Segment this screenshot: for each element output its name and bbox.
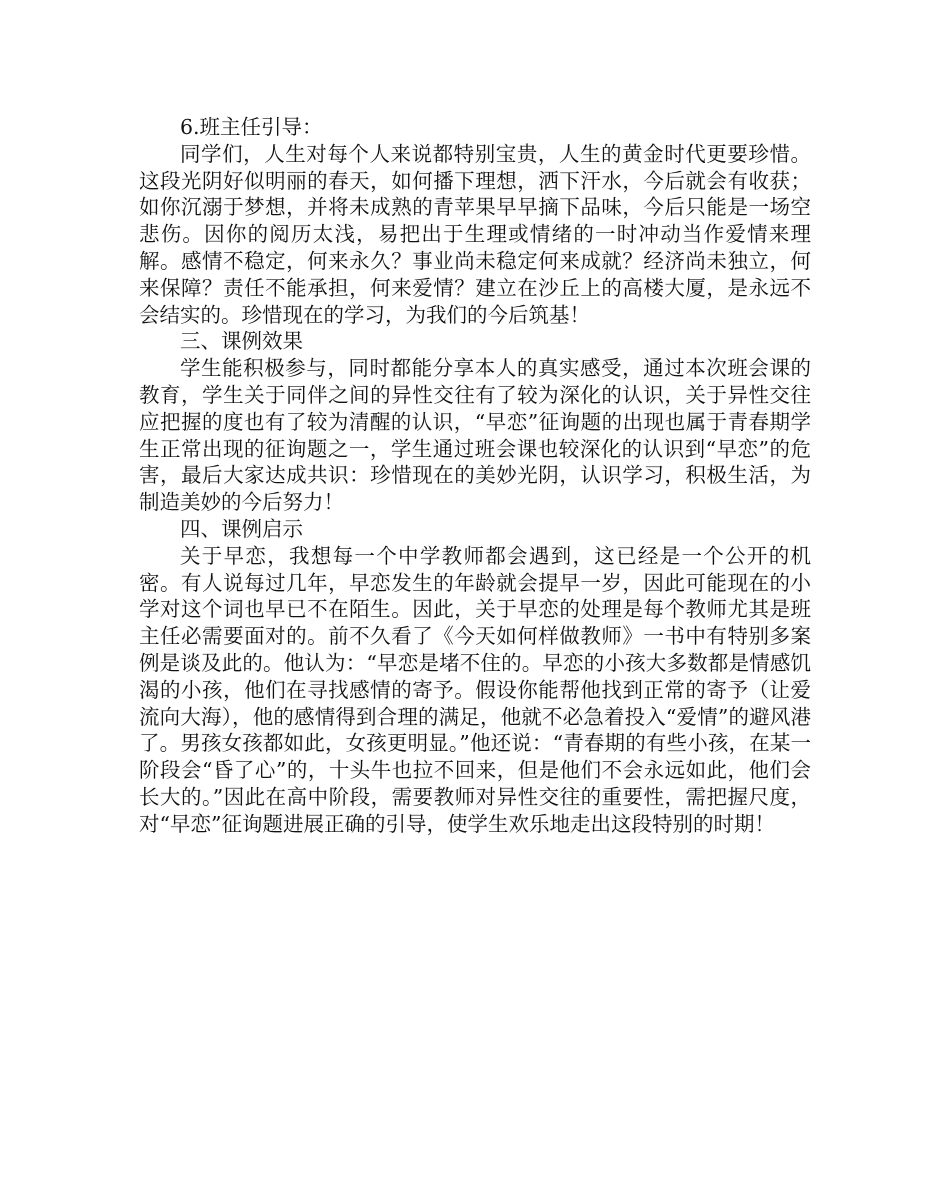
- section-6-heading: 6.班主任引导：: [180, 115, 323, 139]
- section-6-paragraph: 同学们，人生对每个人来说都特别宝贵，人生的黄金时代更要珍惜。这段光阴好似明丽的春天，如何播下理想，洒下汗水，今后就会有收获；如你沉溺于梦想，并将未成熟的青苹果早早摘下品味，今后只能是一场空悲伤。因你的阅历太浅，易把出于生理或情绪的一时冲动当作爱情来理解。感情不稳定，何来永久？事业尚未稳定何来成就？经济尚未独立，何来保障？责任不能承担，何来爱情？建立在沙丘上的高楼大厦，是永远不会结实的。珍惜现在的学习，为我们的今后筑基！: [139, 141, 811, 327]
- section-3-paragraph: 学生能积极参与，同时都能分享本人的真实感受，通过本次班会课的教育，学生关于同伴之间的异性交往有了较为深化的认识，关于异性交往应把握的度也有了较为清醒的认识，“早恋”征询题的出现也属于青春期学生正常出现的征询题之一，学生通过班会课也较深化的认识到“早恋”的危害，最后大家达成共识：珍惜现在的美妙光阴，认识学习，积极生活，为制造美妙的今后努力！: [139, 356, 811, 515]
- section-4-heading: 四、课例启示: [180, 516, 303, 541]
- section-4-paragraph: 关于早恋，我想每一个中学教师都会遇到，这已经是一个公开的机密。有人说每过几年，早恋发生的年龄就会提早一岁，因此可能现在的小学对这个词也早已不在陌生。因此，关于早恋的处理是每个教师尤其是班主任必需要面对的。前不久看了《今天如何样做教师》一书中有特别多案例是谈及此的。他认为：“早恋是堵不住的。早恋的小孩大多数都是情感饥渴的小孩，他们在寻找感情的寄予。假设你能帮他找到正常的寄予（让爱流向大海），他的感情得到合理的满足，他就不必急着投入“爱情”的避风港了。男孩女孩都如此，女孩更明显。”他还说：“青春期的有些小孩，在某一阶段会“昏了心”的，十头牛也拉不回来，但是他们不会永远如此，他们会长大的。”因此在高中阶段，需要教师对异性交往的重要性，需把握尺度，对“早恋”征询题进展正确的引导，使学生欢乐地走出这段特别的时期！: [139, 543, 811, 836]
- section-3-heading: 三、课例效果: [180, 329, 303, 354]
- document-body: [139, 114, 811, 838]
